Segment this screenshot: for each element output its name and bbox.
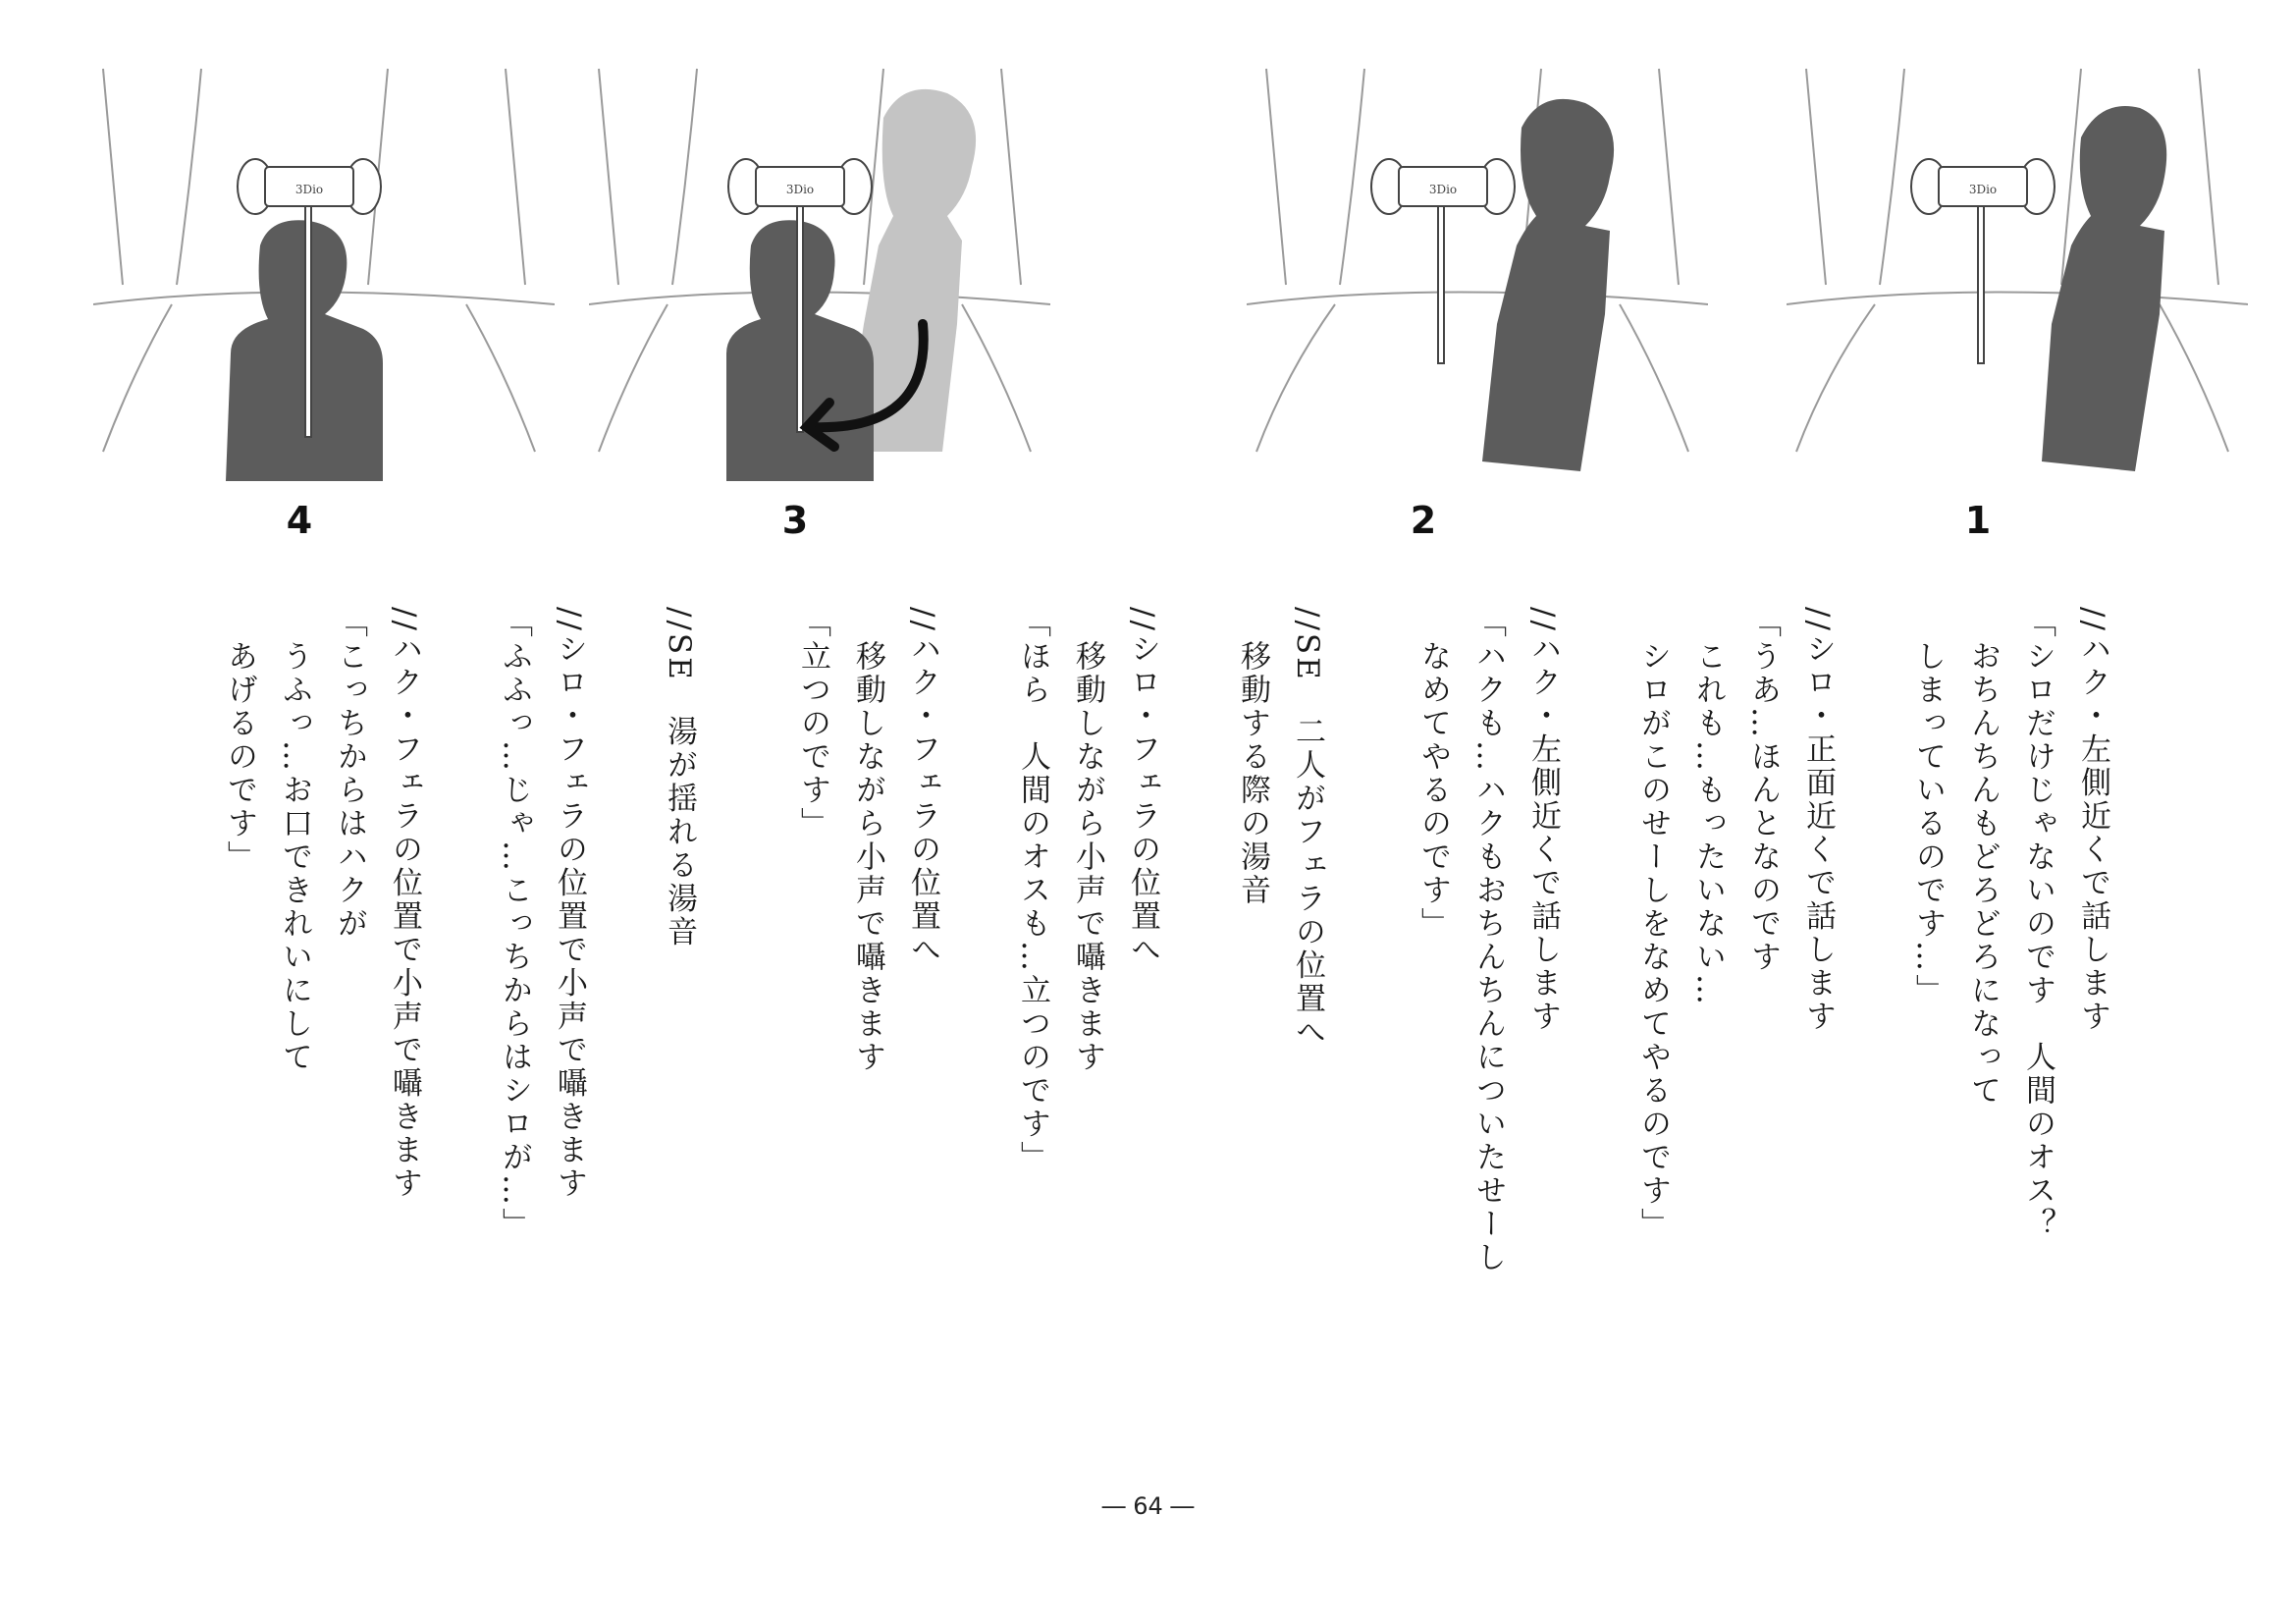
character-silhouette (2042, 106, 2166, 471)
panel-number-1: 1 (1964, 499, 1992, 542)
script-spacer (950, 607, 1005, 1353)
script-line: //ハク・フェラの位置で小声で囁きます (387, 607, 422, 1201)
script-line: 「立つのです」 (795, 607, 830, 840)
script-line: 移動する際の湯音 (1235, 607, 1270, 907)
script-line: 「シロだけじゃないのです 人間のオス？ (2020, 607, 2056, 1241)
script-line: //ハク・左側近くで話します (1525, 607, 1561, 1034)
script-column-2 (746, 607, 1335, 1353)
panel-3-drawing (589, 59, 1050, 491)
mic-stand (797, 206, 803, 432)
panel-2-illustration (1247, 59, 1708, 491)
script-line: //ハク・左側近くで話します (2075, 607, 2110, 1034)
mic-stand (305, 206, 311, 437)
panel-3-illustration (589, 59, 1050, 491)
panel-1-drawing (1787, 59, 2248, 491)
panel-2-drawing (1247, 59, 1708, 491)
script-line: これも…もったいない… (1690, 607, 1726, 1007)
script-line: 「こっちからはハクが (332, 607, 367, 941)
script-spacer (432, 607, 487, 1353)
mic-label: 3Dio (294, 183, 324, 196)
script-line: //SE 二人がフェラの位置へ (1290, 607, 1325, 1050)
panel-number-4: 4 (286, 499, 313, 542)
page-number: ― 64 ― (1101, 1492, 1195, 1520)
mic-label: 3Dio (1428, 183, 1458, 196)
script-line: しまっているのです…」 (1910, 607, 1946, 1007)
script-column-1 (1374, 607, 2120, 1353)
script-line: おちんちんもどろどろになって (1965, 607, 2001, 1108)
mic-label: 3Dio (1968, 183, 1998, 196)
script-line: 「ハクも…ハクもおちんちんについたせーし (1470, 607, 1506, 1274)
script-column-3 (196, 607, 707, 1353)
script-spacer (1571, 607, 1626, 1353)
script-line: //シロ・正面近くで話します (1800, 607, 1836, 1034)
panel-1-illustration (1787, 59, 2248, 491)
panel-number-2: 2 (1410, 499, 1437, 542)
panel-number-3: 3 (781, 499, 809, 542)
script-line: なめてやるのです」 (1415, 607, 1451, 941)
script-spacer (1170, 607, 1225, 1353)
script-spacer (1845, 607, 1900, 1353)
script-line: あげるのです」 (222, 607, 257, 874)
panel-4-drawing (93, 59, 555, 491)
script-spacer (597, 607, 652, 1353)
script-line: 「うあ…ほんとなのです (1745, 607, 1781, 974)
script-line: //シロ・フェラの位置で小声で囁きます (552, 607, 587, 1201)
script-line: 移動しながら小声で囁きます (1070, 607, 1105, 1074)
script-line: //ハク・フェラの位置へ (905, 607, 940, 967)
script-line: 移動しながら小声で囁きます (850, 607, 885, 1074)
script-line: //シロ・フェラの位置へ (1125, 607, 1160, 967)
script-line: シロがこのせーしをなめてやるのです」 (1635, 607, 1671, 1241)
panel-4-illustration (93, 59, 555, 491)
script-line: うふっ…お口できれいにして (277, 607, 312, 1074)
character-silhouette (1482, 99, 1614, 471)
mic-label: 3Dio (785, 183, 815, 196)
script-line: 「ほら 人間のオスも…立つのです」 (1015, 607, 1050, 1174)
script-line: 「ふふっ…じゃ…こっちからはシロが…」 (497, 607, 532, 1241)
script-line: //SE 湯が揺れる湯音 (662, 607, 697, 949)
